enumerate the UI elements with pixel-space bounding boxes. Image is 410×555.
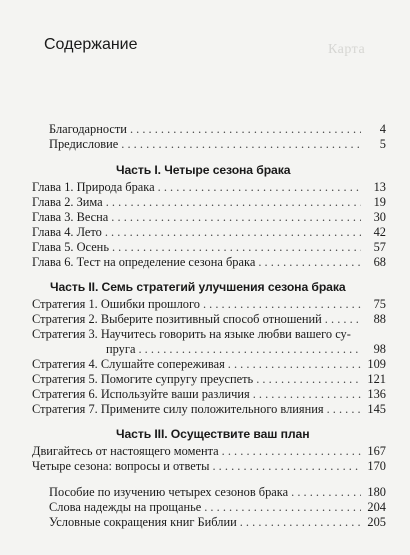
toc-entry-label: Стратегия 3. Научитесь говорить на языке любви вашего су-: [32, 327, 351, 341]
leader-dots: [327, 402, 361, 417]
leader-dots: [291, 485, 361, 500]
bleed-through-text: Карта: [328, 42, 366, 57]
toc-entry-label: Стратегия 2. Выберите позитивный способ отношений: [32, 312, 322, 326]
toc-entry-page: 204: [367, 500, 386, 514]
toc-entry: [32, 312, 386, 327]
leader-dots: [130, 122, 361, 137]
toc-entry-page: 4: [379, 122, 386, 136]
part-heading: Часть II. Семь стратегий улучшения сезона брака: [50, 280, 346, 294]
page-title: Содержание: [44, 36, 138, 53]
toc-entry-label: Стратегия 7. Примените силу положительного влияния: [32, 402, 324, 416]
toc-entry-label: пруга: [106, 342, 136, 356]
toc-entry: [32, 255, 386, 270]
toc-entry: [32, 357, 386, 372]
toc-entry-label: Благодарности: [49, 122, 127, 136]
toc-entry-label: Глава 5. Осень: [32, 240, 109, 254]
toc-entry-page: 42: [373, 225, 386, 239]
toc-entry-page: 30: [373, 210, 386, 224]
toc-entry-page: 57: [373, 240, 386, 254]
toc-entry: [32, 444, 386, 459]
part-heading: Часть I. Четыре сезона брака: [116, 163, 291, 177]
toc-entry-label: Двигайтесь от настоящего момента: [32, 444, 219, 458]
leader-dots: [204, 500, 361, 515]
toc-entry-page: 13: [373, 180, 386, 194]
toc-entry-label: Слова надежды на прощанье: [49, 500, 202, 514]
toc-entry-label: Предисловие: [49, 137, 119, 151]
toc-entry-page: 180: [367, 485, 386, 499]
toc-entry: [32, 180, 386, 195]
toc-entry-page: 167: [367, 444, 386, 458]
toc-entry-label: Глава 6. Тест на определение сезона брака: [32, 255, 256, 269]
toc-entry-label: Глава 2. Зима: [32, 195, 103, 209]
leader-dots: [325, 312, 361, 327]
toc-entry-page: 109: [367, 357, 386, 371]
toc-entry-label: Стратегия 4. Слушайте сопереживая: [32, 357, 225, 371]
toc-entry-label: Глава 1. Природа брака: [32, 180, 155, 194]
toc-entry: [49, 122, 386, 137]
leader-dots: [203, 297, 361, 312]
toc-entry: [49, 500, 386, 515]
toc-entry-page: 121: [367, 372, 386, 386]
toc-entry-page: 170: [367, 459, 386, 473]
toc-entry: [49, 485, 386, 500]
leader-dots: [111, 210, 361, 225]
toc-entry-page: 68: [373, 255, 386, 269]
leader-dots: [106, 195, 361, 210]
toc-entry-page: 5: [379, 137, 386, 151]
leader-dots: [212, 459, 361, 474]
leader-dots: [138, 342, 361, 357]
toc-entry: [49, 137, 386, 152]
toc-entry-label: Стратегия 5. Помогите супругу преуспеть: [32, 372, 254, 386]
toc-entry-label: Четыре сезона: вопросы и ответы: [32, 459, 210, 473]
toc-entry: [32, 387, 386, 402]
part-heading: Часть III. Осуществите ваш план: [116, 427, 310, 441]
leader-dots: [105, 225, 361, 240]
leader-dots: [158, 180, 361, 195]
toc-entry: [32, 240, 386, 255]
toc-entry-page: 88: [373, 312, 386, 326]
leader-dots: [253, 387, 361, 402]
toc-entry-label: Пособие по изучению четырех сезонов брака: [49, 485, 289, 499]
toc-entry-label: Условные сокращения книг Библии: [49, 515, 237, 529]
leader-dots: [112, 240, 361, 255]
toc-entry: [32, 297, 386, 312]
leader-dots: [258, 255, 361, 270]
leader-dots: [222, 444, 361, 459]
leader-dots: [240, 515, 361, 530]
toc-entry-page: 98: [373, 342, 386, 356]
leader-dots: [228, 357, 361, 372]
toc-entry: [32, 210, 386, 225]
toc-entry: [49, 515, 386, 530]
toc-entry: [32, 372, 386, 387]
toc-entry-label: Стратегия 6. Используйте ваши различия: [32, 387, 250, 401]
leader-dots: [256, 372, 361, 387]
toc-entry: [32, 459, 386, 474]
leader-dots: [121, 137, 361, 152]
toc-entry: [32, 195, 386, 210]
toc-entry-label: Глава 3. Весна: [32, 210, 109, 224]
toc-entry-label: Стратегия 1. Ошибки прошлого: [32, 297, 200, 311]
toc-entry-page: 75: [373, 297, 386, 311]
toc-entry-page: 205: [367, 515, 386, 529]
toc-entry-page: 136: [367, 387, 386, 401]
toc-entry-page: 145: [367, 402, 386, 416]
toc-entry: [32, 225, 386, 240]
toc-entry: [106, 342, 386, 357]
toc-entry-label: Глава 4. Лето: [32, 225, 102, 239]
toc-entry-page: 19: [373, 195, 386, 209]
toc-entry: [32, 402, 386, 417]
